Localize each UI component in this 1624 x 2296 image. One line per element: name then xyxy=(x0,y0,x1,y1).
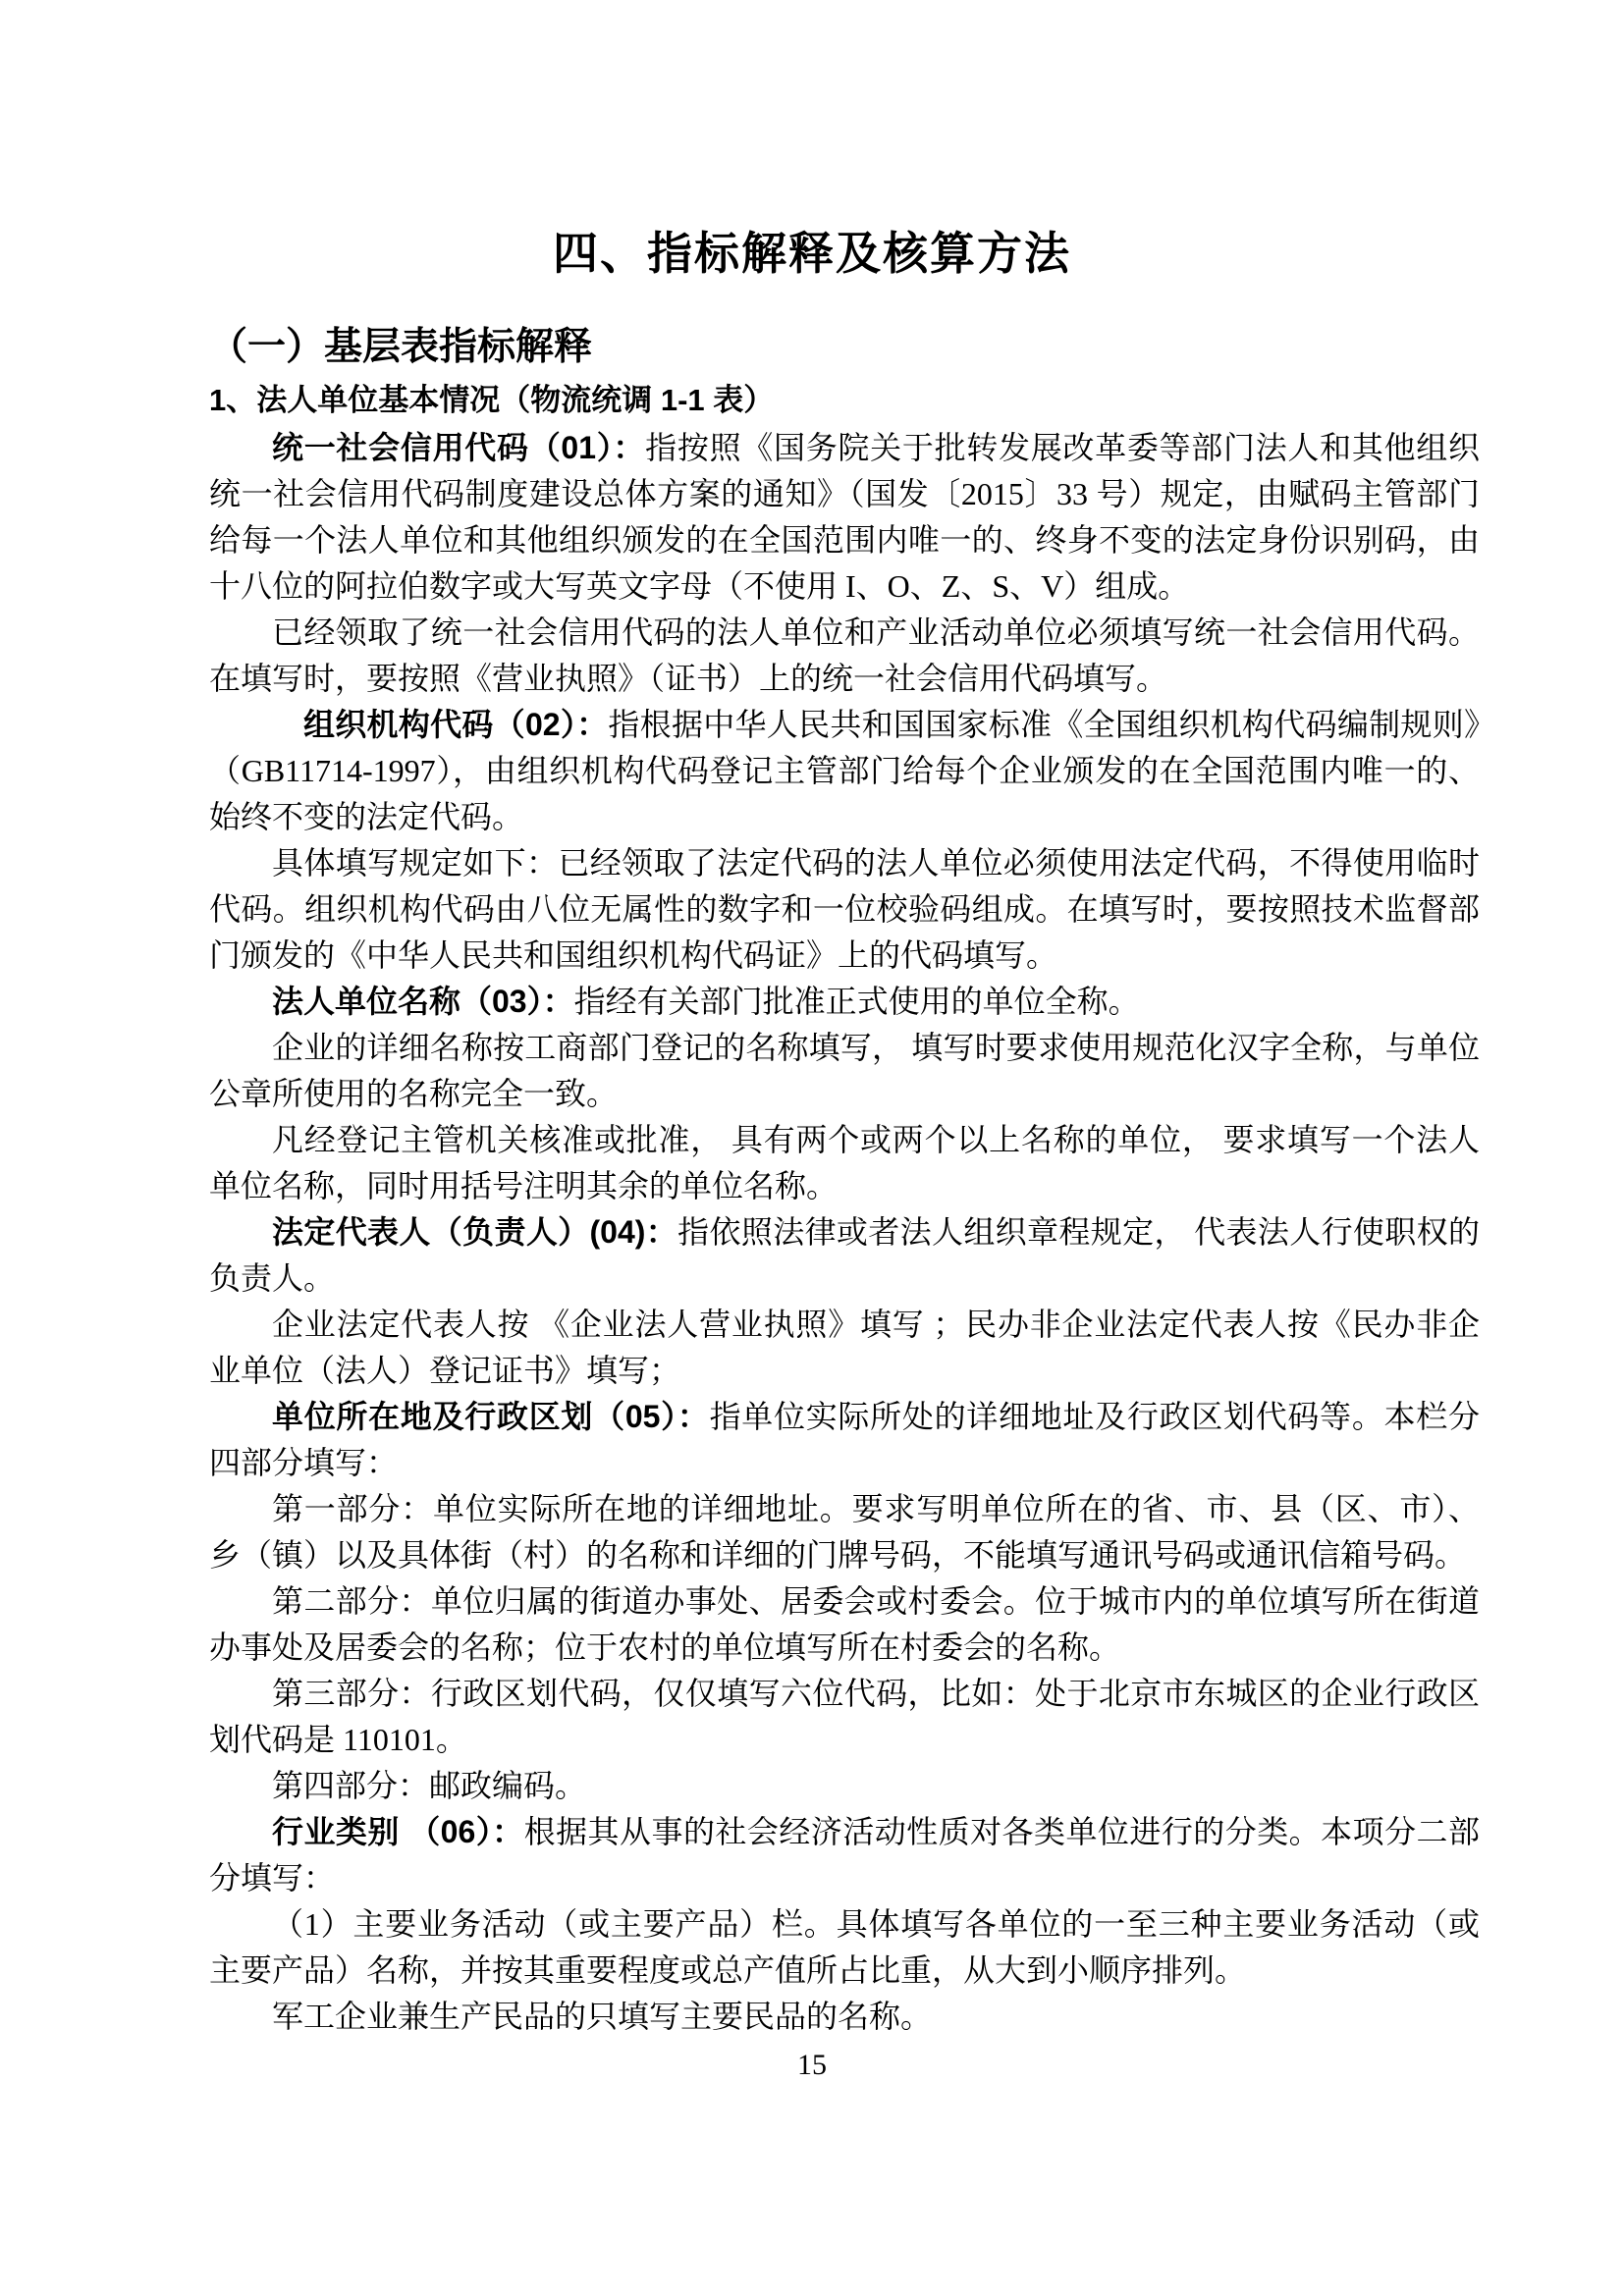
body-text xyxy=(209,425,1480,2040)
paragraph-text: 第三部分：行政区划代码，仅仅填写六位代码，比如：处于北京市东城区的企业行政区划代码是 110101。 xyxy=(209,1676,1480,1757)
paragraph xyxy=(209,1486,1480,1578)
paragraph xyxy=(209,1025,1480,1117)
page-number: 15 xyxy=(797,2049,827,2081)
paragraph-text: （1）主要业务活动（或主要产品）栏。具体填写各单位的一至三种主要业务活动（或主要产品）名称，并按其重要程度或总产值所占比重，从大到小顺序排列。 xyxy=(209,1906,1480,1988)
paragraph-text: 第二部分：单位归属的街道办事处、居委会或村委会。位于城市内的单位填写所在街道办事处及居委会的名称；位于农村的单位填写所在村委会的名称。 xyxy=(209,1583,1480,1665)
paragraph-text: 已经领取了统一社会信用代码的法人单位和产业活动单位必须填写统一社会信用代码。在填写时，要按照《营业执照》（证书）上的统一社会信用代码填写。 xyxy=(209,614,1480,696)
paragraph-term: 法定代表人（负责人）(04)： xyxy=(272,1214,678,1250)
paragraph xyxy=(209,1302,1480,1394)
paragraph-text: 第四部分：邮政编码。 xyxy=(272,1768,587,1803)
paragraph-term: 行业类别 （06）： xyxy=(272,1814,524,1849)
paragraph xyxy=(209,1671,1480,1763)
paragraph-term: 法人单位名称（03）： xyxy=(272,984,574,1019)
paragraph-text: 根据其从事的社会经济活动性质对各类单位进行的分类。本项分二部分填写： xyxy=(209,1814,1480,1896)
paragraph-text: 指单位实际所处的详细地址及行政区划代码等。本栏分四部分填写： xyxy=(209,1399,1480,1480)
page-title: 四、指标解释及核算方法 xyxy=(553,228,1071,279)
paragraph xyxy=(209,840,1480,979)
paragraph-text: 指按照《国务院关于批转发展改革委等部门法人和其他组织统一社会信用代码制度建设总体方案的通知》（国发〔2015〕33 号）规定，由赋码主管部门给每一个法人单位和其他组织颁发的在全国范围内唯一的、终身不变的法定身份识别码，由十八位的阿拉伯数字或大写英文字母（不使用 I、O、Z、S、V）组成。 xyxy=(209,430,1480,604)
paragraph xyxy=(209,610,1480,702)
paragraph xyxy=(209,1809,1480,1901)
paragraph xyxy=(209,1763,1480,1809)
paragraph-text: 指依照法律或者法人组织章程规定， 代表法人行使职权的负责人。 xyxy=(209,1214,1480,1296)
paragraph xyxy=(209,1578,1480,1671)
paragraph xyxy=(209,1209,1480,1302)
paragraph-text: 企业法定代表人按 《企业法人营业执照》填写 ；民办非企业法定代表人按《民办非企业单位（法人）登记证书》填写； xyxy=(209,1307,1480,1388)
paragraph-text: 第一部分：单位实际所在地的详细地址。要求写明单位所在的省、市、县（区、市）、乡（镇）以及具体街（村）的名称和详细的门牌号码，不能填写通讯号码或通讯信箱号码。 xyxy=(209,1491,1480,1573)
paragraph-term: 统一社会信用代码（01）： xyxy=(272,430,646,465)
paragraph xyxy=(209,1901,1480,1994)
paragraph xyxy=(209,702,1480,840)
paragraph-text: 凡经登记主管机关核准或批准， 具有两个或两个以上名称的单位， 要求填写一个法人单位名称，同时用括号注明其余的单位名称。 xyxy=(209,1122,1480,1203)
paragraph xyxy=(209,425,1480,610)
paragraph-term: 单位所在地及行政区划（05）： xyxy=(272,1399,710,1434)
paragraph-text: 指经有关部门批准正式使用的单位全称。 xyxy=(573,984,1140,1019)
paragraph-text: 军工企业兼生产民品的只填写主要民品的名称。 xyxy=(272,1999,933,2034)
paragraph xyxy=(209,1117,1480,1209)
paragraph-term: 组织机构代码（02）： xyxy=(303,707,609,742)
paragraph-text: 企业的详细名称按工商部门登记的名称填写， 填写时要求使用规范化汉字全称，与单位公章所使用的名称完全一致。 xyxy=(209,1030,1480,1111)
section-heading: （一）基层表指标解释 xyxy=(209,326,593,368)
subsection-heading: 1、法人单位基本情况（物流统调 1-1 表） xyxy=(209,383,775,417)
paragraph-text: 指根据中华人民共和国国家标准《全国组织机构代码编制规则》（GB11714-1997），由组织机构代码登记主管部门给每个企业颁发的在全国范围内唯一的、始终不变的法定代码。 xyxy=(209,707,1480,834)
paragraph xyxy=(209,1394,1480,1486)
paragraph xyxy=(209,1994,1480,2040)
paragraph-text: 具体填写规定如下：已经领取了法定代码的法人单位必须使用法定代码，不得使用临时代码。组织机构代码由八位无属性的数字和一位校验码组成。在填写时，要按照技术监督部门颁发的《中华人民共和国组织机构代码证》上的代码填写。 xyxy=(209,845,1480,973)
paragraph xyxy=(209,979,1480,1025)
